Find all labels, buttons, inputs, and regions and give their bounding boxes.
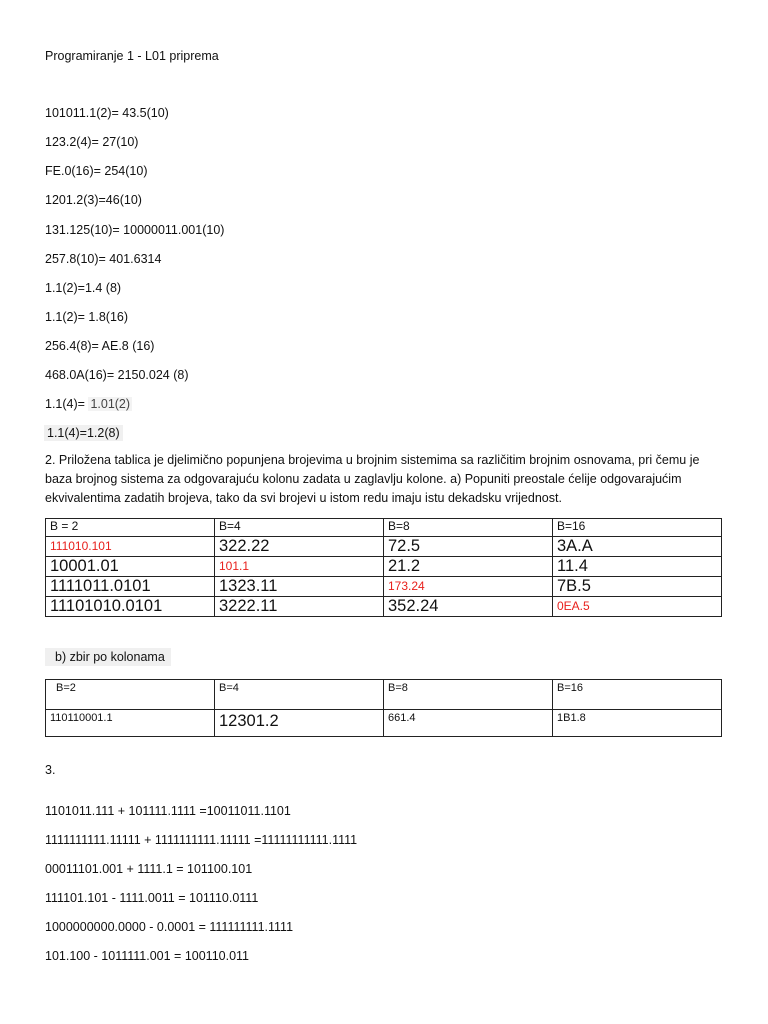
table-row (46, 577, 722, 597)
conversion-line: 1.1(2)= 1.8(16) (45, 310, 129, 324)
table-cell: 322.22 (215, 537, 384, 557)
table-row (46, 710, 722, 737)
table-cell: 21.2 (384, 557, 553, 577)
table-cell: 173.24 (384, 577, 553, 597)
table-cell: 10001.01 (46, 557, 215, 577)
table-cell: 72.5 (384, 537, 553, 557)
task3-line: 1000000000.0000 - 0.0001 = 111111111.1111 (45, 920, 294, 934)
conversion-line: 256.4(8)= AE.8 (16) (45, 339, 155, 353)
table-row (46, 557, 722, 577)
task3-line: 101.100 - 1011111.001 = 100110.011 (45, 949, 250, 963)
table-header-cell: B = 2 (46, 519, 215, 537)
conversion-line (45, 397, 132, 411)
table-header-cell: B=4 (215, 680, 384, 710)
conversion-line: 1.1(2)=1.4 (8) (45, 281, 122, 295)
table-cell: 352.24 (384, 597, 553, 617)
task2b-label: b) zbir po kolonama (45, 648, 171, 666)
conversion-line: FE.0(16)= 254(10) (45, 164, 148, 178)
table-row (46, 597, 722, 617)
table-header-row (46, 519, 722, 537)
table-cell: 1B1.8 (553, 710, 722, 737)
task3-line: 1101011.111 + 101111.1111 =10011011.1101 (45, 804, 291, 818)
task3-line: 1111111111.11111 + 1111111111.11111 =11111111111.1111 (45, 833, 358, 847)
sum-table (45, 679, 722, 737)
table-cell: 3A.A (553, 537, 722, 557)
table-cell: 1111011.0101 (46, 577, 215, 597)
doc-title: Programiranje 1 - L01 priprema (45, 49, 219, 63)
table-header-row (46, 680, 722, 710)
conversion-line: 101011.1(2)= 43.5(10) (45, 106, 169, 120)
table-header-cell: B=8 (384, 680, 553, 710)
conversion-table (45, 518, 722, 617)
conversion-line: 123.2(4)= 27(10) (45, 135, 139, 149)
table-cell: 3222.11 (215, 597, 384, 617)
table-cell: 111010.101 (46, 537, 215, 557)
table-header-cell: B=16 (553, 680, 722, 710)
task3-line: 111101.101 - 1111.0011 = 101110.0111 (45, 891, 259, 905)
conversion-prefix: 1.1(4)= (45, 397, 89, 411)
table-cell: 12301.2 (215, 710, 384, 737)
conversion-line: 131.125(10)= 10000011.001(10) (45, 223, 225, 237)
table-cell: 7B.5 (553, 577, 722, 597)
conversion-line: 1.1(4)=1.2(8) (44, 425, 123, 441)
table-header-cell: B=2 (46, 680, 215, 710)
table-cell: 11101010.0101 (46, 597, 215, 617)
table-cell: 661.4 (384, 710, 553, 737)
table-cell: 110110001.1 (46, 710, 215, 737)
table-header-cell: B=4 (215, 519, 384, 537)
table-cell: 11.4 (553, 557, 722, 577)
task3-label: 3. (45, 763, 56, 777)
table-cell: 1323.11 (215, 577, 384, 597)
task2-text: 2. Priložena tablica je djelimično popunjena brojevima u brojnim sistemima sa različitim brojnim osnovama, pri čemu je baza brojnog sistema za odgovarajuću kolonu zadata u zaglavlju kolone. a) Popuniti preostale ćelije odgovarajućim ekvivalentima zadatih brojeva, tako da svi brojevi u istom redu imaju istu dekadsku vrijednost. (45, 453, 700, 505)
task3-line: 00011101.001 + 1111.1 = 101100.101 (45, 862, 253, 876)
table-cell: 101.1 (215, 557, 384, 577)
conversion-line: 468.0A(16)= 2150.024 (8) (45, 368, 189, 382)
conversion-result: 1.01(2) (90, 397, 131, 411)
table-row (46, 537, 722, 557)
table-header-cell: B=16 (553, 519, 722, 537)
table-header-cell: B=8 (384, 519, 553, 537)
conversion-line: 257.8(10)= 401.6314 (45, 252, 162, 266)
table-cell: 0EA.5 (553, 597, 722, 617)
conversion-line: 1201.2(3)=46(10) (45, 193, 142, 207)
